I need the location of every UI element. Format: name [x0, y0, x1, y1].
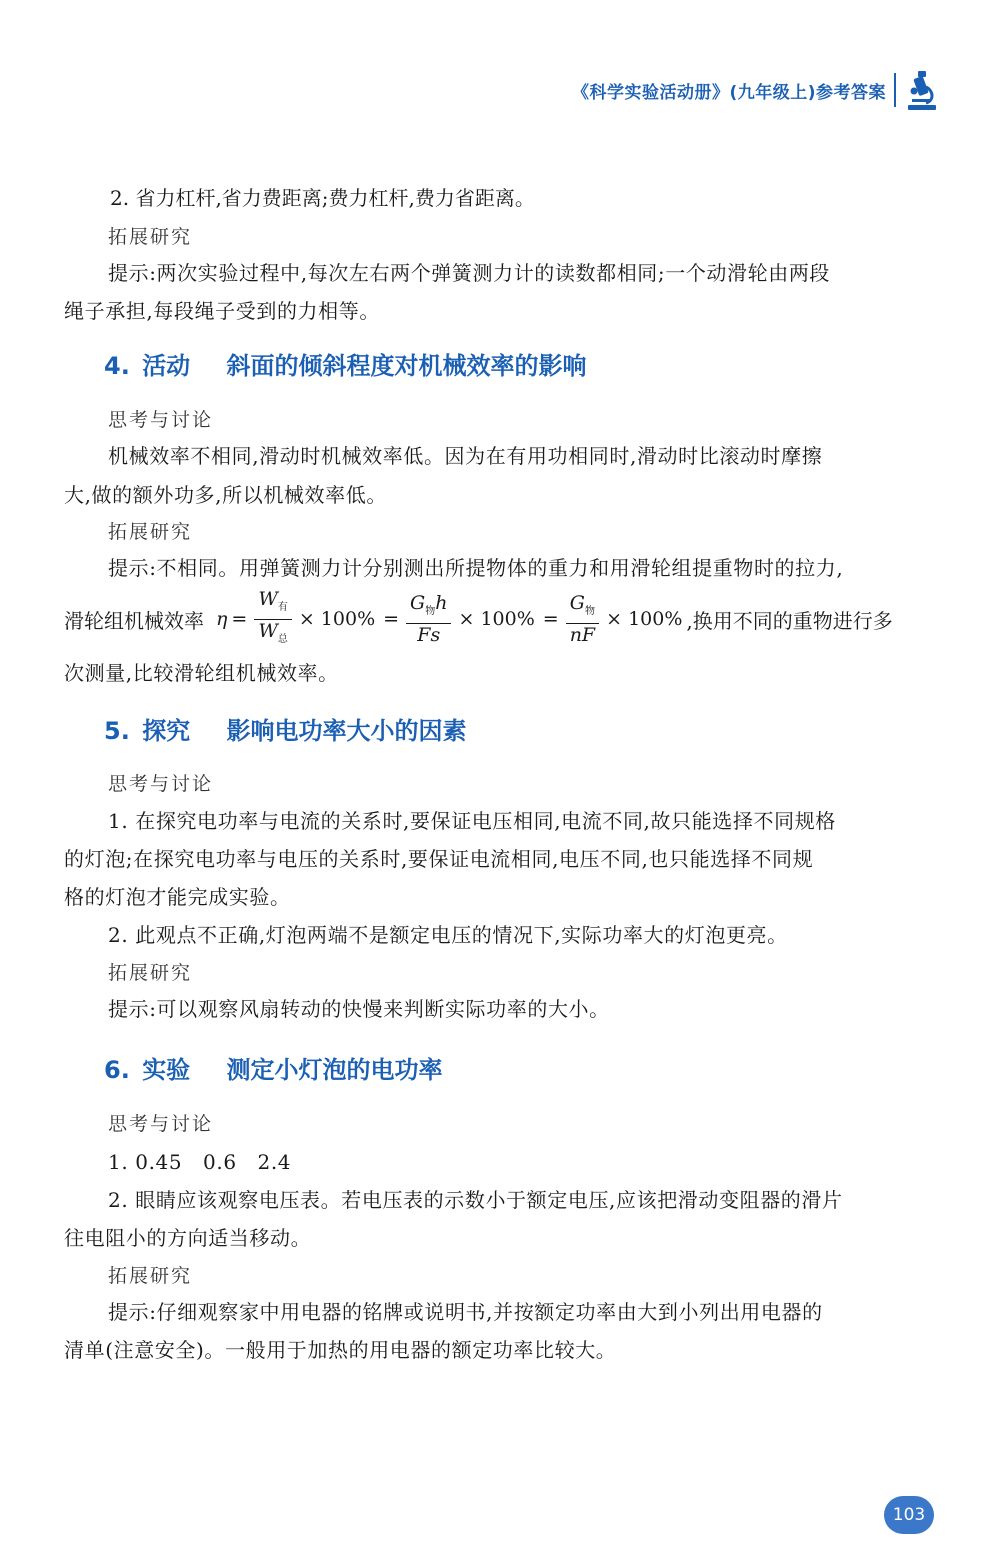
section-5-kind: 探究: [142, 717, 191, 745]
formula-times-1: × 100%: [298, 608, 376, 630]
section-6-hint-line-1: 提示:仔细观察家中用电器的铭牌或说明书,并按额定功率由大到小列出用电器的: [108, 1300, 823, 1324]
formula-fs: Fs: [417, 623, 441, 646]
formula-prefix: 滑轮组机械效率: [64, 608, 204, 633]
section-6-answer-2-line-2: 往电阻小的方向适当移动。: [64, 1226, 312, 1250]
formula-h: h: [435, 592, 448, 615]
section-6-think-label: 思考与讨论: [108, 1113, 214, 1135]
section-5-answer-1-line-2: 的灯泡;在探究电功率与电压的关系时,要保证电流相同,电压不同,也只能选择不同规: [64, 847, 814, 871]
section-4-number: 4.: [104, 352, 130, 380]
formula-times-2: × 100%: [458, 608, 535, 630]
section-6-hint-line-2: 清单(注意安全)。一般用于加热的用电器的额定功率比较大。: [64, 1338, 617, 1362]
formula-fraction-work: [254, 588, 292, 651]
section-5-think-label: 思考与讨论: [108, 773, 214, 795]
section-5-extension-label: 拓展研究: [108, 962, 193, 984]
top-answer-2: 2. 省力杠杆,省力费距离;费力杠杆,费力省距离。: [110, 186, 535, 210]
formula-g2: G: [569, 592, 585, 615]
section-6-answer-2-line-1: 2. 眼睛应该观察电压表。若电压表的示数小于额定电压,应该把滑动变阻器的滑片: [108, 1188, 843, 1212]
section-6-kind: 实验: [142, 1056, 191, 1084]
section-6-extension-label: 拓展研究: [108, 1265, 193, 1287]
top-hint-line-2: 绳子承担,每段绳子受到的力相等。: [64, 299, 380, 323]
formula-g1-sub: 物: [425, 605, 436, 617]
section-5-number: 5.: [104, 717, 130, 745]
page-header: [572, 68, 938, 112]
formula-equals-2: =: [383, 608, 400, 630]
formula-times-3: × 100%: [606, 608, 683, 630]
section-5-title: [104, 711, 467, 746]
formula-fraction-g-nf: [566, 592, 599, 646]
formula-equals-1: =: [231, 608, 248, 630]
section-4-extension-label: 拓展研究: [108, 521, 193, 543]
section-4-title: [104, 346, 587, 381]
formula-w-den: W: [258, 619, 278, 642]
formula-g2-sub: 物: [584, 605, 595, 617]
formula-eta: η: [216, 608, 228, 630]
formula-w-den-sub: 总: [277, 633, 288, 645]
section-5-answer-1-line-3: 格的灯泡才能完成实验。: [64, 885, 291, 909]
microscope-icon: [904, 69, 938, 111]
section-4-answer-line-2: 大,做的额外功多,所以机械效率低。: [64, 483, 387, 507]
section-4-heading: 斜面的倾斜程度对机械效率的影响: [226, 352, 587, 380]
section-6-answer-1: 1. 0.45 0.6 2.4: [108, 1150, 292, 1174]
section-4-kind: 活动: [142, 352, 191, 380]
section-6-number: 6.: [104, 1056, 130, 1084]
efficiency-formula: [216, 588, 686, 651]
section-5-answer-2: 2. 此观点不正确,灯泡两端不是额定电压的情况下,实际功率大的灯泡更亮。: [108, 923, 788, 947]
section-6-heading: 测定小灯泡的电功率: [226, 1056, 443, 1084]
formula-w-num: W: [258, 587, 278, 610]
section-4-answer-line-1: 机械效率不相同,滑动时机械效率低。因为在有用功相同时,滑动时比滚动时摩擦: [108, 444, 823, 468]
top-hint-line-1: 提示:两次实验过程中,每次左右两个弹簧测力计的读数都相同;一个动滑轮由两段: [108, 261, 831, 285]
formula-equals-3: =: [542, 608, 559, 630]
top-extension-label: 拓展研究: [108, 226, 193, 248]
section-6-title: [104, 1050, 443, 1085]
formula-w-num-sub: 有: [277, 601, 288, 613]
section-5-hint: 提示:可以观察风扇转动的快慢来判断实际功率的大小。: [108, 997, 610, 1021]
section-5-answer-1-line-1: 1. 在探究电功率与电流的关系时,要保证电压相同,电流不同,故只能选择不同规格: [108, 809, 836, 833]
section-5-heading: 影响电功率大小的因素: [226, 717, 467, 745]
section-4-think-label: 思考与讨论: [108, 409, 214, 431]
page-number: 103: [884, 1496, 934, 1534]
header-title: 《科学实验活动册》(九年级上)参考答案: [571, 82, 886, 103]
section-4-hint-line-1: 提示:不相同。用弹簧测力计分别测出所提物体的重力和用滑轮组提重物时的拉力,: [108, 556, 844, 580]
formula-nf: nF: [569, 623, 596, 646]
header-divider: [894, 73, 896, 107]
formula-fraction-gh: [406, 592, 451, 646]
formula-g1: G: [410, 592, 426, 615]
section-4-formula-line: [64, 587, 893, 646]
formula-suffix: ,换用不同的重物进行多: [686, 608, 893, 633]
section-4-hint-line-3: 次测量,比较滑轮组机械效率。: [64, 661, 339, 685]
